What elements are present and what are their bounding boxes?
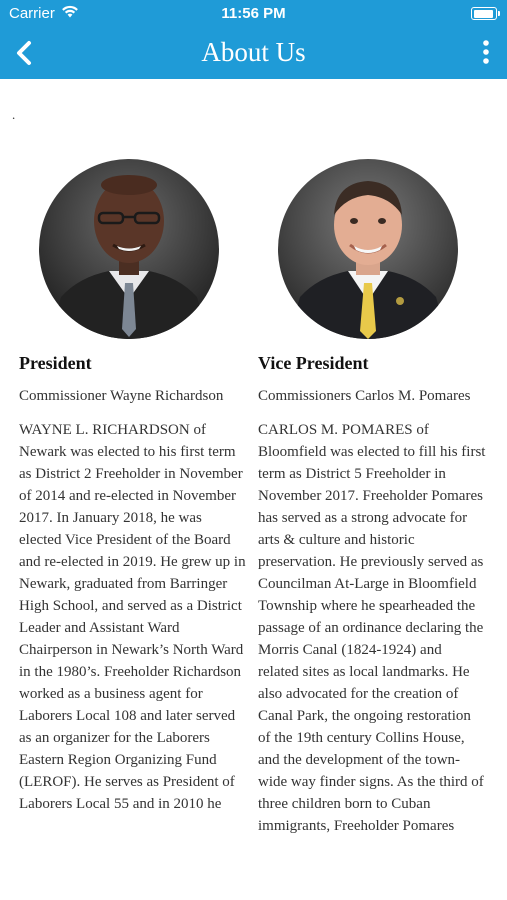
officer-bio: WAYNE L. RICHARDSON of Newark was elected to his first term as District 2 Freeholder in November of 2014 and re-elected in November 2017. In January 2018, he was elected Vice President of the Board and re-elected in 2019. He grew up in Newark, graduated from Barringer High School, and served as a District Leader and Assistant Ward Chairperson in Newark’s North Ward in the 1980’s. Freeholder Richardson worked as a business agent for Laborers Local 108 and later served as an organizer for the Laborers Eastern Region Organizing Fund (LEROF). He serves as President of Laborers Local 55 and in 2010 he — [19, 422, 246, 812]
battery-icon — [471, 7, 497, 20]
page-title: About Us — [201, 37, 306, 67]
officer-card-president — [19, 159, 247, 815]
more-vertical-icon — [479, 38, 493, 68]
officer-role: President — [19, 353, 92, 373]
more-options-button[interactable] — [479, 38, 493, 68]
officer-name: Commissioner Wayne Richardson — [19, 388, 224, 404]
officer-role: Vice President — [258, 353, 369, 373]
officer-card-vice-president — [258, 159, 486, 837]
status-time: 11:56 PM — [221, 5, 286, 22]
carrier-label: Carrier — [9, 5, 55, 22]
text-marker: . — [12, 107, 16, 122]
officer-name: Commissioners Carlos M. Pomares — [258, 388, 471, 404]
officer-photo — [39, 159, 219, 339]
officer-photo — [278, 159, 458, 339]
officer-bio: CARLOS M. POMARES of Bloomfield was elected to fill his first term as District 5 Freeholder in November 2017. Freeholder Pomares has served as a strong advocate for arts & culture and historic preservation. He previously served as Councilman At-Large in Bloomfield Township where he spearheaded the passage of an ordinance declaring the Morris Canal (1824-1924) and related sites as local landmarks. He also advocated for the creation of Canal Park, the ongoing restoration of the 19th century Collins House, and the development of the town-wide way finder signs. As the third of three children born to Cuban immigrants, Freeholder Pomares — [258, 422, 486, 834]
nav-bar — [0, 28, 507, 79]
status-bar — [0, 0, 507, 28]
about-content[interactable] — [0, 79, 507, 900]
